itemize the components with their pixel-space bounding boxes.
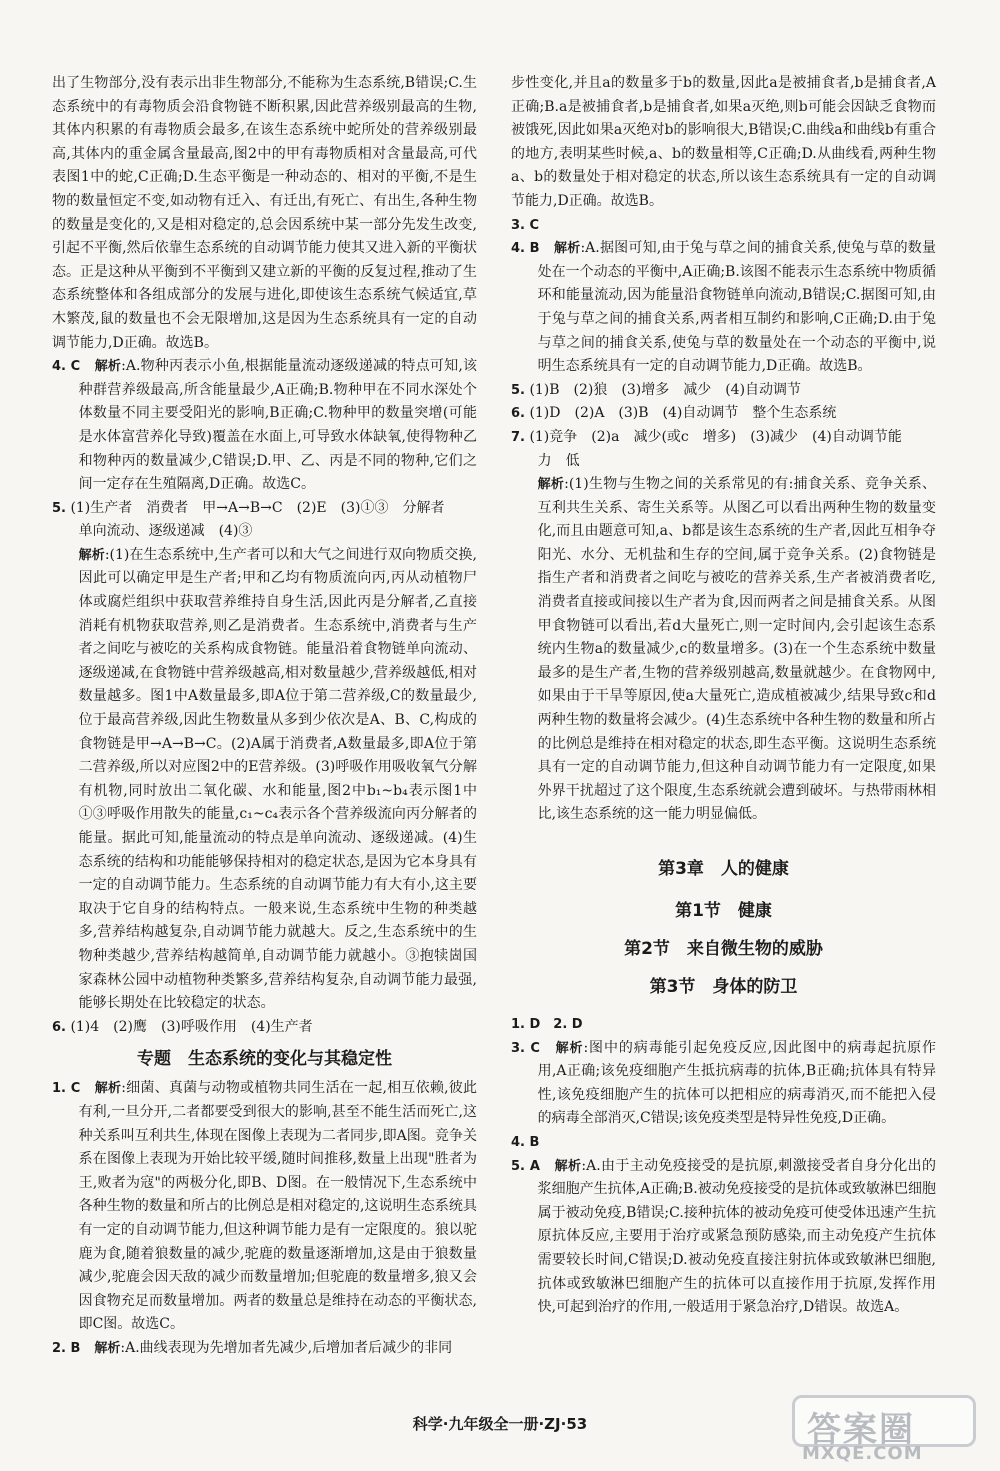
answer-letter: C [70,1081,81,1097]
right-column [511,72,936,1320]
question-number: 1. [52,1081,66,1097]
page-footer: 科学·九年级全一册·ZJ·53 [412,1415,588,1433]
analysis-text: :细菌、真菌与动物或植物共同生活在一起,相互依赖,彼此有利,一旦分开,二者都要受到很大的影响,甚至不能生活而死亡,这种关系叫互利共生,体现在图像上表现为二者同步,即A图。竞争关系在图像上表现为开始比较平缓,随时间推移,数量上出现"胜者为王,败者为寇"的两极分化,即B、D图。在一般情况下,生态系统中各种生物的数量和所占的比例总是相对稳定的,这说明生态系统具有一定的自动调节能力,但这种调节能力是有一定限度的。狼以驼鹿为食,随着狼数量的减少,驼鹿的数量逐渐增加,这是由于狼数量减少,驼鹿会因天敌的减少而数量增加;但驼鹿的数量增多,狼又会因食物充足而数量增加。两者的数量总是维持在动态的平衡状态,即C图。故选C。 [78,1080,478,1333]
question-number: 6. [52,1019,66,1035]
analysis-text: :(1)在生态系统中,生产者可以和大气之间进行双向物质交换,因此可以确定甲是生产者;甲和乙均有物质流向丙,丙从动植物尸体或腐烂组织中获取营养维持自身生活,因此丙是分解者,乙直接消耗有机物获取营养,则乙是消费者。生态系统中,消费者与生产者之间吃与被吃的关系构成食物链。能量沿着食物链单向流动、逐级递减,在食物链中营养级越高,相对数量越少,营养级越低,相对数量越多。图1中A数量最多,即A位于第二营养级,C的数量最少,位于最高营养级,因此生物数量从多到少依次是A、B、C,构成的食物链是甲→A→B→C。(2)A属于消费者,A数量最多,即A位于第二营养级,所以对应图2中的E营养级。(3)呼吸作用吸收氧气分解有机物,同时放出二氧化碳、水和能量,图2中b₁~b₄表示图1中①③呼吸作用散失的能量,c₁~c₄表示各个营养级流向丙分解者的能量。据此可知,能量流动的特点是单向流动、逐级递减。(4)生态系统的结构和功能能够保持相对的稳定状态,是因为它本身具有一定的自动调节能力。生态系统的自动调节能力有大有小,这主要取决于它自身的结构特点。一般来说,生态系统中生物的种类越多,营养结构越复杂,自动调节能力就越大。反之,生态系统中的生物种类越少,营养结构越简单,自动调节能力就越小。③抱犊崮国家森林公园中动植物种类繁多,营养结构复杂,自动调节能力最强,能够长期处在比较稳定的状态。 [78,546,477,1012]
question-number: 5. [511,382,525,398]
answer-item-5 [511,1155,936,1320]
watermark-badge [792,1395,976,1450]
answer-continuation: 力 低 [537,452,580,469]
answer-letter: B [70,1340,81,1356]
answer-text: (1)竞争 (2)a 减少(或c 增多) (3)减少 (4)自动调节能 [529,428,902,445]
answer-item-3 [511,1037,936,1131]
answer-text: (1)B (2)狼 (3)增多 减少 (4)自动调节 [529,381,802,398]
question-number: 3. [511,217,525,233]
answer-letter: A [529,1158,540,1174]
analysis-text: :(1)生物与生物之间的关系常见的有:捕食关系、竞争关系、互利共生关系、寄生关系等。从图乙可以看出两种生物的数量变化,而且由题意可知,a、b都是该生态系统的生产者,因此互相争夺阳光、水分、无机盐和生存的空间,属于竞争关系。(2)食物链是指生产者和消费者之间吃与被吃的营养关系,生产者被消费者吃,消费者直接或间接以生产者为食,因而两者之间是捕食关系。从图甲食物链可以看出,若d大量死亡,则一定时间内,会引起该生态系统内生物a的数量减少,c的数量增多。(3)在一个生态系统中数量最多的是生产者,生物的营养级别越高,数量就越少。在食物网中,如果由于干旱等原因,使a大量死亡,造成植被减少,结果导致c和d两种生物的数量将会减少。(4)生态系统中各种生物的数量和所占的比例总是维持在相对稳定的状态,即生态平衡。这说明生态系统具有一定的自动调节能力,但这种自动调节能力有一定限度,如果外界干扰超过了这个限度,生态系统就会遭到破坏。与热带雨林相比,该生态系统的这一能力明显偏低。 [537,476,936,823]
question-number: 4. [511,241,525,257]
question-number: 7. [511,429,525,445]
answer-text: 1. D 2. D [511,1017,583,1032]
answer-item-1 [52,1077,477,1337]
chapter-heading: 第3章 人的健康 [658,859,789,879]
analysis-text: :A.物种丙表示小鱼,根据能量流动逐级递减的特点可知,该种群营养级最高,所含能量最少,A正确;B.物种甲在不同水深处个体数量不同主要受阳光的影响,B正确;C.物种甲的数量突增(可能是水体富营养化导致)覆盖在水面上,可导致水体缺氧,使得物种乙和物种丙的数量减少,C错误;D.甲、乙、丙是不同的物种,它们之间一定存在生殖隔离,D正确。故选C。 [78,358,478,493]
analysis-text: :A.由于主动免疫接受的是抗原,刺激接受者自身分化出的浆细胞产生抗体,A正确;B.被动免疫接受的是抗体或致敏淋巴细胞属于被动免疫,B错误;C.接种抗体的被动免疫可使受体迅速产生抗原抗体反应,主要用于治疗或紧急预防感染,而主动免疫产生抗体需要较长时间,C错误;D.被动免疫直接注射抗体或致敏淋巴细胞,抗体或致敏淋巴细胞产生的抗体可以直接作用于抗原,发挥作用快,可起到治疗的作用,一般适用于紧急治疗,D错误。故选A。 [537,1157,936,1316]
paragraph: 出了生物部分,没有表示出非生物部分,不能称为生态系统,B错误;C.生态系统中的有毒物质会沿食物链不断积累,因此营养级别最高的生物,其体内积累的有毒物质会最多,在该生态系统中蛇所处的营养级别最高,其体内的重金属含量最高,图2中的甲有毒物质相对含量最高,可代表图1中的蛇,C正确;D.生态平衡是一种动态的、相对的平衡,不是生物的数量恒定不变,如动物有迁入、有迁出,有死亡、有出生,各种生物的数量是变化的,又是相对稳定的,总会因系统中某一部分先发生改变,引起不平衡,然后依靠生态系统的自动调节能力使其又进入新的平衡状态。正是这种从平衡到不平衡到又建立新的平衡的反复过程,推动了生态系统整体和各组成部分的发展与进化,即使该生态系统气候适宜,草木繁茂,鼠的数量也不会无限增加,这是因为生态系统具有一定的自动调节能力,D正确。故选B。 [52,75,477,351]
analysis-block [52,544,477,1016]
answer-letter: B [529,241,540,257]
question-number: 5. [511,1158,525,1174]
answer-text: (1)4 (2)鹰 (3)呼吸作用 (4)生产者 [70,1018,313,1035]
question-number: 6. [511,406,525,422]
analysis-label: 解析 [554,1158,582,1174]
analysis-text: :图中的病毒能引起免疫反应,因此图中的病毒起抗原作用,A正确;该免疫细胞产生抵抗病毒的抗体,B正确;抗体具有特异性,该免疫细胞产生的抗体可以把相应的病毒消灭,而不能把入侵的病毒全部消灭,C错误;该免疫类型是特异性免疫,D正确。 [537,1039,936,1127]
answer-item-6 [511,402,936,426]
analysis-label: 解析 [554,241,581,257]
answer-item-2 [52,1337,477,1361]
analysis-label: 解析 [94,1340,121,1356]
question-number: 4. [52,359,66,375]
answer-items-1-2 [511,1013,936,1037]
answer-continuation: 单向流动、逐级递减 (4)③ [78,523,253,540]
answer-text: (1)生产者 消费者 甲→A→B→C (2)E (3)①③ 分解者 [70,499,445,516]
topic-heading: 专题 生态系统的变化与其稳定性 [137,1049,392,1070]
watermark-main-text: 答案圈 [807,1410,915,1450]
analysis-label: 解析 [555,1040,584,1056]
analysis-text: :A.据图可知,由于兔与草之间的捕食关系,使兔与草的数量处在一个动态的平衡中,A正确;B.该图不能表示生态系统中物质循环和能量流动,因为能量沿食物链单向流动,B错误;C.据图可知,由于兔与草之间的捕食关系,两者相互制约和影响,C正确;D.由于兔与草之间的捕食关系,使兔与草的数量处在一个动态的平衡中,说明生态系统具有一定的自动调节能力,D正确。故选B。 [537,240,936,375]
question-number: 3. [511,1040,525,1056]
paragraph: 步性变化,并且a的数量多于b的数量,因此a是被捕食者,b是捕食者,A正确;B.a是被捕食者,b是捕食者,如果a灭绝,则b可能会因缺乏食物而被饿死,因此如果a灭绝对b的影响很大,B错误;C.曲线a和曲线b有重合的地方,表明某些时候,a、b的数量相等,C正确;D.从曲线看,两种生物a、b的数量处于相对稳定的状态,所以该生态系统具有一定的自动调节能力,D正确。故选B。 [511,75,936,209]
left-column [52,72,477,1360]
analysis-label: 解析 [537,477,565,493]
answer-item-4 [511,1131,936,1155]
answer-letter: C [70,359,81,375]
question-number: 5. [52,500,66,516]
answer-item-4 [52,355,477,497]
answer-text: (1)D (2)A (3)B (4)自动调节 整个生态系统 [529,405,837,422]
analysis-text: :A.曲线表现为先增加者先减少,后增加者后减少的非同 [120,1339,453,1356]
question-number: 2. [52,1340,66,1356]
answer-letter: C [529,217,539,233]
answer-item-6 [52,1016,477,1040]
watermark-url: MXQE.COM [802,1443,923,1464]
answer-letter: C [530,1040,540,1056]
section-heading-3: 第3节 身体的防卫 [649,977,798,997]
question-number: 4. [511,1134,525,1150]
section-heading-1: 第1节 健康 [675,901,772,921]
answer-item-5 [511,379,936,403]
answer-item-3 [511,214,936,238]
analysis-block [511,473,936,827]
answer-item-5 [52,497,477,521]
answer-item-7 [511,426,936,450]
analysis-label: 解析 [78,547,105,563]
analysis-label: 解析 [94,359,122,375]
answer-item-4 [511,237,936,379]
answer-letter: B [529,1134,540,1150]
analysis-label: 解析 [94,1081,122,1097]
section-heading-2: 第2节 来自微生物的威胁 [624,939,823,959]
watermark-logo [792,1395,982,1465]
